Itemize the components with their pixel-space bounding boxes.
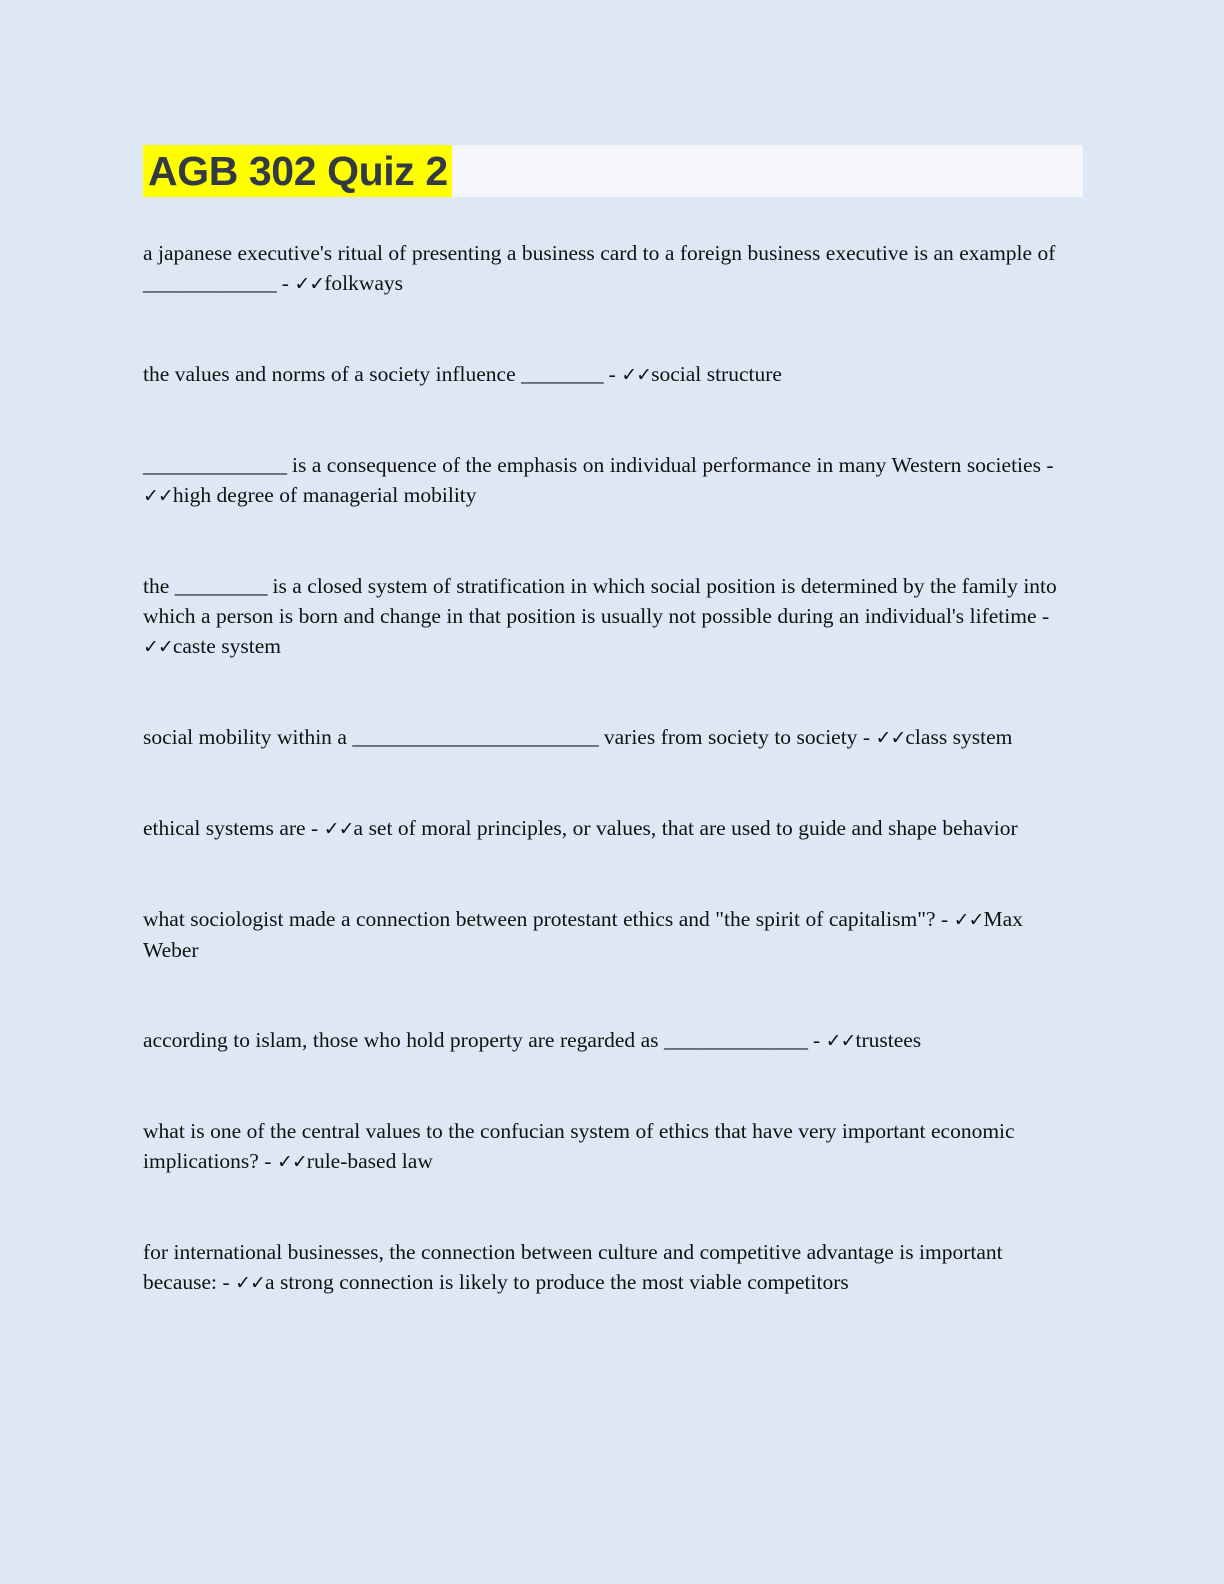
question-after: is a consequence of the emphasis on individual performance in many Western societies - bbox=[286, 453, 1054, 477]
answer-marker: ✓✓ bbox=[323, 818, 354, 840]
question-before: the values and norms of a society influence bbox=[143, 362, 522, 386]
question-before: social mobility within a bbox=[143, 725, 353, 749]
quiz-item bbox=[143, 1116, 1068, 1177]
quiz-item bbox=[143, 1237, 1068, 1298]
question-before: the bbox=[143, 574, 175, 598]
question-before: a japanese executive's ritual of presenting a business card to a foreign business executive is an example of bbox=[143, 241, 1056, 265]
question-before: what sociologist made a connection between protestant ethics and "the spirit of capitalism"? - bbox=[143, 907, 954, 931]
question-after: - bbox=[807, 1028, 826, 1052]
answer-text: trustees bbox=[855, 1028, 922, 1052]
answer-marker: ✓✓ bbox=[953, 909, 984, 931]
quiz-item bbox=[143, 359, 1068, 390]
document-title-banner bbox=[143, 145, 1083, 197]
answer-text: a strong connection is likely to produce the most viable competitors bbox=[264, 1270, 849, 1294]
answer-marker: ✓✓ bbox=[235, 1272, 265, 1294]
quiz-item-list bbox=[143, 238, 1068, 1298]
blank-field: _________ bbox=[174, 574, 267, 598]
answer-marker: ✓✓ bbox=[143, 485, 173, 507]
question-before: what is one of the central values to the confucian system of ethics that have very important economic implications? - bbox=[143, 1119, 1015, 1173]
question-before: for international businesses, the connection between culture and competitive advantage is important because: - bbox=[143, 1240, 1003, 1294]
answer-text: social structure bbox=[651, 362, 782, 386]
quiz-item bbox=[143, 1025, 1068, 1056]
question-after: is a closed system of stratification in which social position is determined by the family into which a person is born and change in that position is usually not possible during an individual's lifetime - bbox=[143, 574, 1057, 628]
question-after: varies from society to society - bbox=[598, 725, 876, 749]
answer-text: folkways bbox=[324, 271, 404, 295]
quiz-item bbox=[143, 722, 1068, 753]
question-after: - bbox=[276, 271, 295, 295]
quiz-item bbox=[143, 450, 1068, 511]
answer-marker: ✓✓ bbox=[143, 636, 173, 658]
answer-text: Max Weber bbox=[143, 907, 1023, 962]
answer-text: class system bbox=[905, 725, 1013, 749]
answer-marker: ✓✓ bbox=[875, 727, 906, 749]
answer-text: rule-based law bbox=[306, 1149, 433, 1173]
blank-field: ______________ bbox=[664, 1028, 808, 1052]
question-before: according to islam, those who hold property are regarded as bbox=[143, 1028, 665, 1052]
question-after: - bbox=[603, 362, 622, 386]
page-title: AGB 302 Quiz 2 bbox=[143, 145, 452, 197]
answer-marker: ✓✓ bbox=[621, 364, 652, 386]
question-before: ethical systems are - bbox=[143, 816, 324, 840]
answer-marker: ✓✓ bbox=[825, 1030, 856, 1052]
quiz-item bbox=[143, 813, 1068, 844]
answer-text: caste system bbox=[172, 634, 282, 658]
blank-field: ______________ bbox=[143, 453, 287, 477]
quiz-item bbox=[143, 571, 1068, 662]
answer-text: a set of moral principles, or values, that are used to guide and shape behavior bbox=[353, 816, 1018, 840]
answer-marker: ✓✓ bbox=[276, 1151, 307, 1173]
blank-field: ________ bbox=[521, 362, 604, 386]
blank-field: _____________ bbox=[143, 271, 277, 295]
answer-marker: ✓✓ bbox=[294, 273, 325, 295]
blank-field: ________________________ bbox=[352, 725, 599, 749]
quiz-item bbox=[143, 904, 1068, 965]
answer-text: high degree of managerial mobility bbox=[172, 483, 477, 507]
quiz-item bbox=[143, 238, 1068, 299]
